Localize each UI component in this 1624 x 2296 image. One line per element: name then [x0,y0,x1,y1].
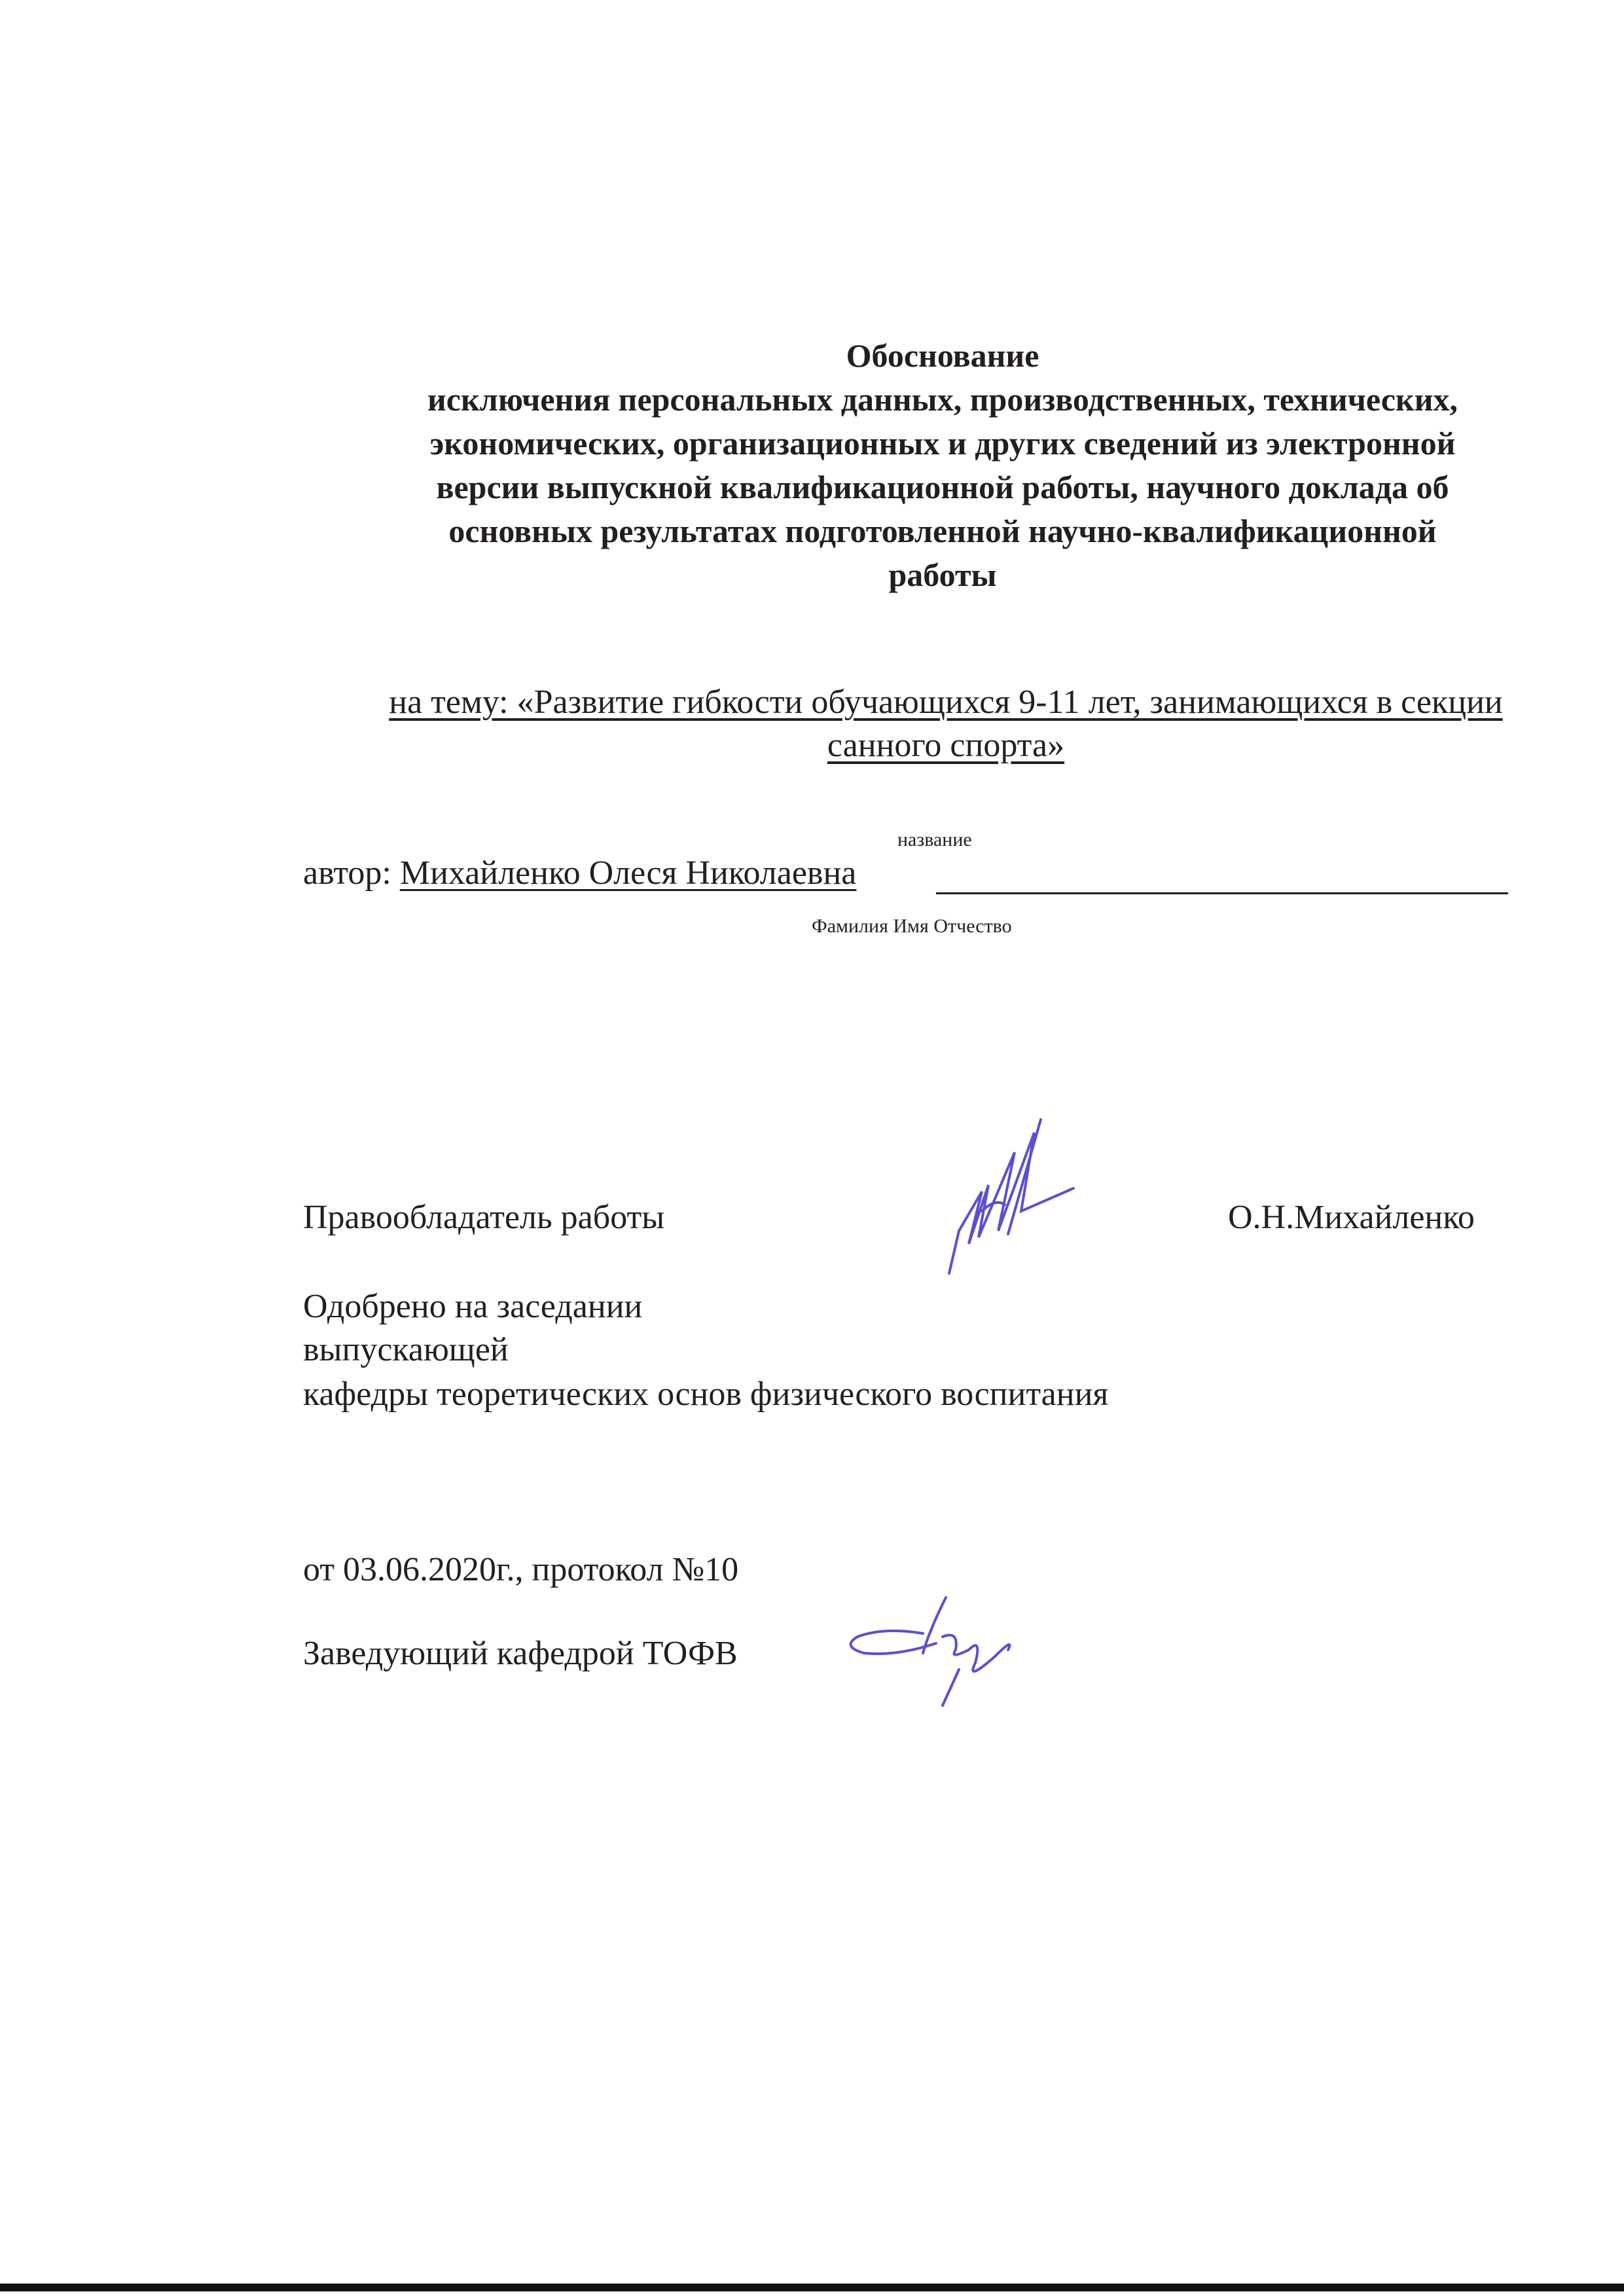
title-line: исключения персональных данных, производственных, технических, [427,381,1458,418]
approval-line-2: выпускающей [303,1331,509,1368]
author-name: Михайленко Олеся Николаевна [399,854,857,892]
title-line: основных результатах подготовленной научно-квалификационной [448,513,1437,549]
rights-holder-signature [943,1113,1126,1283]
topic-line-1: на тему: «Развитие гибкости обучающихся 9-11 лет, занимающихся в секции [389,683,1503,721]
approval-date-protocol: от 03.06.2020г., протокол №10 [303,1551,739,1588]
title-line: работы [888,556,997,593]
approval-line-3: кафедры теоретических основ физического воспитания [303,1376,1109,1413]
title-heading: Обоснование [846,337,1039,374]
title-line: экономических, организационных и других сведений из электронной [429,425,1456,462]
topic-caption: название [897,829,972,850]
document-title [288,334,1597,597]
department-head-signature [844,1591,1041,1709]
author-fill-line [936,892,1508,894]
scan-border [0,2284,1624,2291]
rights-holder-name: О.Н.Михайленко [1228,1199,1475,1236]
title-line: версии выпускной квалификационной работы, научного доклада об [436,469,1449,505]
author-caption: Фамилия Имя Отчество [812,915,1012,937]
approval-line-1: Одобрено на заседании [303,1288,643,1325]
topic-line-2: санного спорта» [827,727,1065,764]
author-line [303,854,856,892]
author-label: автор: [303,854,391,892]
department-head-label: Заведующий кафедрой ТОФВ [303,1635,738,1672]
topic-block [308,681,1584,767]
rights-holder-label: Правообладатель работы [303,1199,665,1236]
